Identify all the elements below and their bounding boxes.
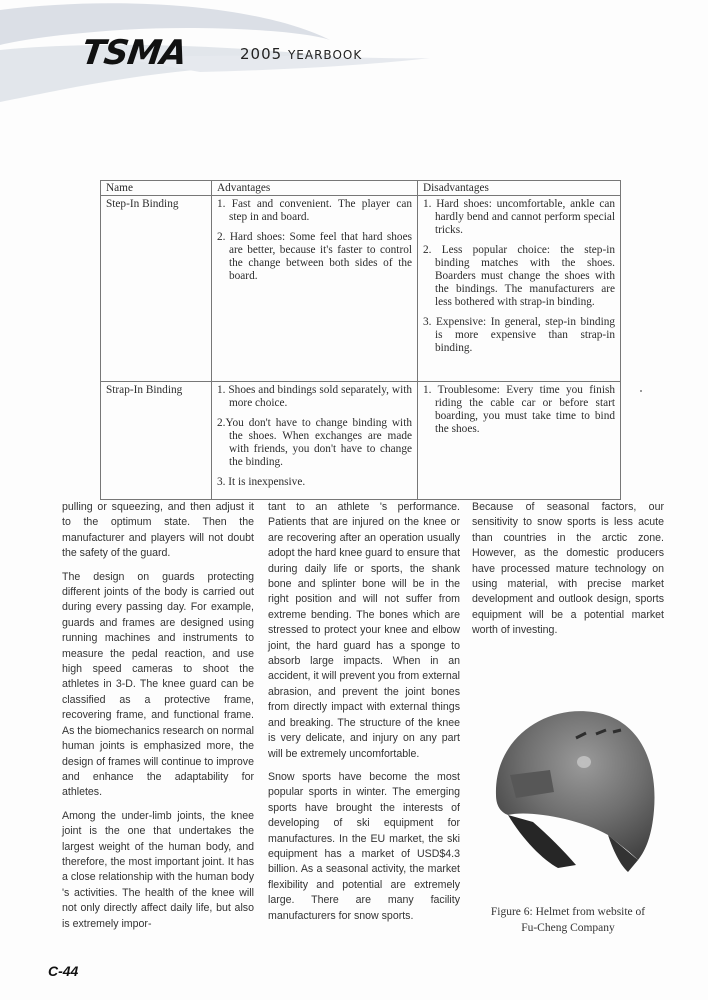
disadvantages-cell (418, 382, 621, 500)
advantage-item: 2. Hard shoes: Some feel that hard shoes are better, because it's faster to control the change between both sides of the board. (217, 231, 412, 282)
yearbook-title (240, 45, 362, 63)
paragraph: Snow sports have become the most popular sports in winter. The emerging sports have brought the interests of developing of ski equipment for manufactures. In the EU market, the ski equipment has a market of USD$4.3 billion. As a seasonal activity, the market flexibility and potential are extremely large. There are many facility manufacturers for snow sports. (268, 770, 460, 922)
figure-caption-line-1: Figure 6: Helmet from website of (490, 906, 646, 918)
column-header-name: Name (101, 181, 212, 196)
paragraph: Because of seasonal factors, our sensitivity to snow sports is less acute than countries in the arctic zone. However, as the domestic producers have processed mature technology on using material, with precise market development and outlook design, sports equipment will be a potential market worth of investing. (472, 501, 664, 637)
table-row (101, 196, 621, 382)
advantage-item: 3. It is inexpensive. (217, 476, 306, 488)
body-column-1 (62, 500, 254, 940)
advantages-cell (212, 382, 418, 500)
column-header-advantages: Advantages (212, 181, 418, 196)
table-header-row (101, 181, 621, 196)
body-column-3 (472, 500, 664, 647)
row-name: Strap-In Binding (101, 382, 212, 500)
advantage-item: 1. Shoes and bindings sold separately, with more choice. (217, 384, 412, 409)
paragraph: The design on guards protecting different joints of the body is carried out during every passing day. For example, guards and frames are designed using running machines and instruments to measure the pedal reaction, and use high speed cameras to shoot the athletes in 3-D. The knee guard can be classified as a protective frame, recovering frame, and functional frame. As the biomechanics research on normal human joints is emphasized more, the design of frames will continue to improve and enhance the adaptability for athletes. (62, 570, 254, 799)
advantage-item: 2.You don't have to change binding with the shoes. When exchanges are made with friends, you don't have to change the binding. (217, 417, 412, 468)
row-name: Step-In Binding (101, 196, 212, 382)
disadvantage-item: 2. Less popular choice: the step-in binding matches with the shoes. Boarders must change the shoes with the bindings. The manufacturers are less bothered with strap-in binding. (423, 244, 615, 308)
figure-caption (472, 904, 664, 936)
scan-artifact-dot (640, 390, 642, 392)
paragraph: Among the under-limb joints, the knee joint is the one that undertakes the largest weight of the human body, and therefore, the most important joint. It has a close relationship with the human body 's activities. The health of the knee will not only directly affect daily life, but also is extremely impor- (62, 809, 254, 930)
helmet-image (488, 700, 658, 890)
paragraph: pulling or squeezing, and then adjust it to the optimum state. Then the manufacturer and players will not doubt the safety of the guard. (62, 501, 254, 560)
tsma-logo: TSMA (79, 33, 189, 73)
table-row (101, 382, 621, 500)
page-number: C-44 (48, 963, 79, 979)
disadvantage-item: 3. Expensive: In general, step-in binding is more expensive than strap-in binding. (423, 316, 615, 354)
advantages-cell (212, 196, 418, 382)
disadvantage-item: 1. Troublesome: Every time you finish riding the cable car or before start boarding, you must take time to bind the shoes. (423, 384, 615, 435)
body-column-2 (268, 500, 460, 932)
yearbook-label: YEARBOOK (287, 48, 363, 62)
figure-caption-line-2: Fu-Cheng Company (521, 922, 615, 934)
yearbook-year: 2005 (240, 45, 283, 63)
advantage-item: 1. Fast and convenient. The player can step in and board. (217, 198, 412, 223)
binding-comparison-table (100, 180, 621, 500)
paragraph: tant to an athlete 's performance. Patients that are injured on the knee or are recovering after an operation usually adopt the hard knee guard to ensure that during daily life or sports, the shank bone and splinter bone will be in the right position and will not suffer from extreme bending. The bones which are stressed to protect your knee and elbow joint, the hard guard has a sponge to absorb large impacts. When in an accident, it will prevent you from external abrasion, and prevent the joint bones from directly impact with external things and breaking. The structure of the knee is very delicate, and injury on any part will be extremely uncomfortable. (268, 501, 461, 760)
disadvantages-cell (418, 196, 621, 382)
disadvantage-item: 1. Hard shoes: uncomfortable, ankle can hardly bend and cannot perform special tricks. (423, 198, 615, 236)
column-header-disadvantages: Disadvantages (418, 181, 621, 196)
